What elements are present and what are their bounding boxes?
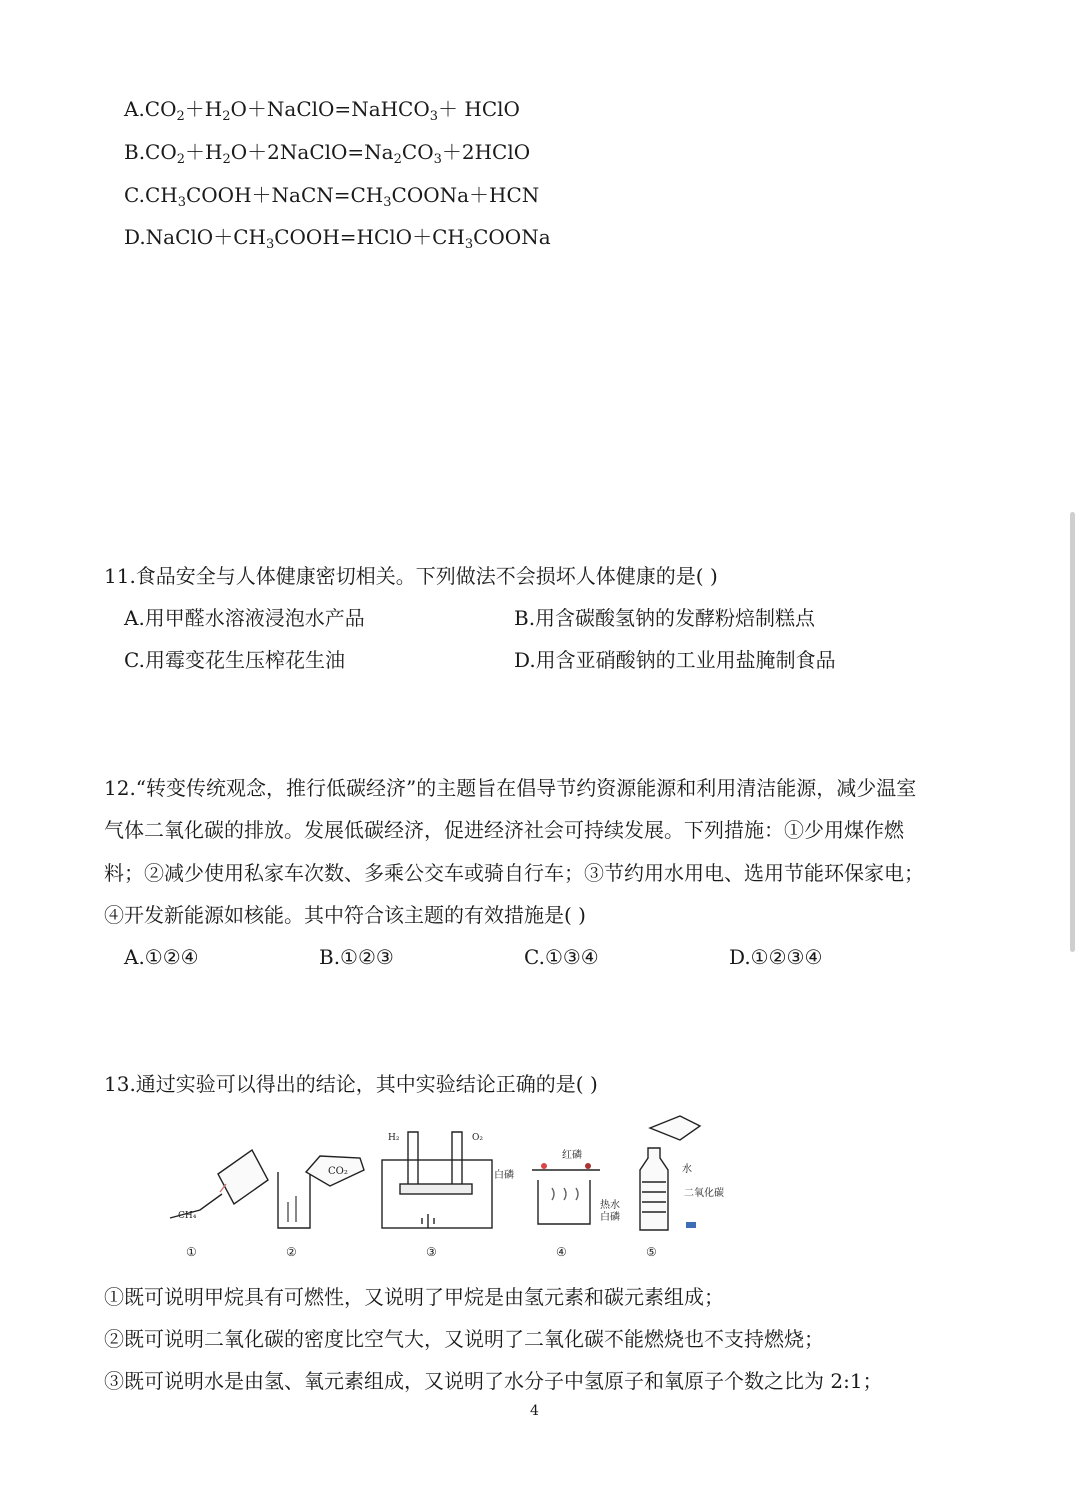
q10a-sub: 2 — [176, 109, 185, 124]
q12-line-1: 12.“转变传统观念，推行低碳经济”的主题旨在倡导节约资源能源和利用清洁能源，减少温室 — [104, 776, 917, 800]
q10c-part: COONa＋HCN — [391, 183, 540, 207]
q10a-part: ＋H — [184, 97, 223, 121]
red-phosphorus-label: 红磷 — [562, 1150, 582, 1161]
exp-number-2: ② — [286, 1245, 297, 1259]
q12-line-3: 料；②减少使用私家车次数、多乘公交车或骑自行车；③节约用水用电、选用节能环保家电； — [104, 861, 924, 885]
q10a-part: O＋NaClO=NaHCO — [230, 97, 430, 121]
exp4-combustion — [532, 1163, 600, 1224]
q13-statement-2: ②既可说明二氧化碳的密度比空气大，又说明了二氧化碳不能燃烧也不支持燃烧； — [104, 1327, 824, 1351]
q10c-sub: 3 — [383, 195, 392, 210]
q13-statement-3: ③既可说明水是由氢、氧元素组成，又说明了水分子中氢原子和氧原子个数之比为 2:1； — [104, 1369, 883, 1393]
white-phosphorus-label-2: 白磷 — [600, 1212, 620, 1223]
q11-option-b: B.用含碳酸氢钠的发酵粉焙制糕点 — [514, 606, 816, 630]
exp-number-3: ③ — [426, 1245, 437, 1259]
q11-option-a: A.用甲醛水溶液浸泡水产品 — [124, 606, 365, 630]
q12-option-b: B.①②③ — [319, 945, 394, 969]
q10b-sub: 2 — [176, 152, 186, 167]
q10c-sub: 3 — [177, 195, 186, 210]
q13-stem: 13.通过实验可以得出的结论，其中实验结论正确的是( ) — [104, 1072, 598, 1096]
q10-option-b — [124, 139, 530, 165]
q10d-part: COOH=HClO＋CH — [274, 225, 465, 249]
exp-number-4: ④ — [556, 1245, 567, 1259]
q10b-sub: 2 — [393, 152, 402, 167]
q10a-sub: 2 — [222, 109, 231, 124]
q10d-sub: 3 — [464, 237, 474, 252]
q12-option-d: D.①②③④ — [729, 945, 823, 969]
q10c-part: COOH＋NaCN=CH — [185, 183, 384, 207]
q12-option-c: C.①③④ — [524, 945, 599, 969]
q10b-part: CO — [401, 140, 434, 164]
q11-stem: 11.食品安全与人体健康密切相关。下列做法不会损坏人体健康的是( ) — [104, 564, 718, 588]
q10-option-d — [124, 224, 551, 250]
exp3-electrolysis — [382, 1132, 492, 1228]
q10d-part: D.NaClO＋CH — [124, 225, 266, 249]
q10-option-c — [124, 182, 539, 208]
o2-label: O₂ — [472, 1133, 483, 1143]
exp-number-1: ① — [186, 1245, 197, 1259]
q10b-part: B.CO — [124, 140, 177, 164]
q10a-part: ＋ HClO — [438, 97, 520, 121]
q10c-part: C.CH — [124, 183, 178, 207]
q10d-part: COONa — [473, 225, 551, 249]
scrollbar-thumb[interactable] — [1070, 512, 1075, 952]
q12-line-2: 气体二氧化碳的排放。发展低碳经济，促进经济社会可持续发展。下列措施：①少用煤作燃 — [104, 818, 904, 842]
q11-option-d: D.用含亚硝酸钠的工业用盐腌制食品 — [514, 648, 836, 672]
white-phosphorus-label: 白磷 — [494, 1170, 514, 1181]
q12-line-4: ④开发新能源如核能。其中符合该主题的有效措施是( ) — [104, 903, 586, 927]
h2-label: H₂ — [388, 1133, 400, 1143]
co2-label: CO₂ — [328, 1166, 348, 1177]
exp2-beaker — [278, 1156, 364, 1228]
q10d-sub: 3 — [265, 237, 275, 252]
exp1-inverted-beaker — [170, 1150, 268, 1218]
q10a-sub: 3 — [429, 109, 439, 124]
q10b-part: O＋2NaClO=Na — [230, 140, 394, 164]
q10b-part: ＋H — [185, 140, 223, 164]
q12-option-a: A.①②④ — [124, 945, 199, 969]
exp-number-5: ⑤ — [646, 1245, 657, 1259]
q13-statement-1: ①既可说明甲烷具有可燃性，又说明了甲烷是由氢元素和碳元素组成； — [104, 1285, 724, 1309]
experiment-figure — [160, 1110, 760, 1270]
q10-option-a — [124, 96, 520, 122]
water-label: 水 — [682, 1164, 692, 1175]
page-number: 4 — [530, 1403, 539, 1419]
hot-water-label: 热水 — [600, 1200, 620, 1211]
q10b-part: ＋2HClO — [441, 140, 531, 164]
co2-cn-label: 二氧化碳 — [684, 1188, 724, 1199]
q11-option-c: C.用霉变花生压榨花生油 — [124, 648, 345, 672]
q10a-part: A.CO — [124, 97, 177, 121]
q10b-sub: 3 — [433, 152, 442, 167]
ch4-label: CH₄ — [178, 1211, 197, 1221]
q10b-sub: 2 — [222, 152, 231, 167]
